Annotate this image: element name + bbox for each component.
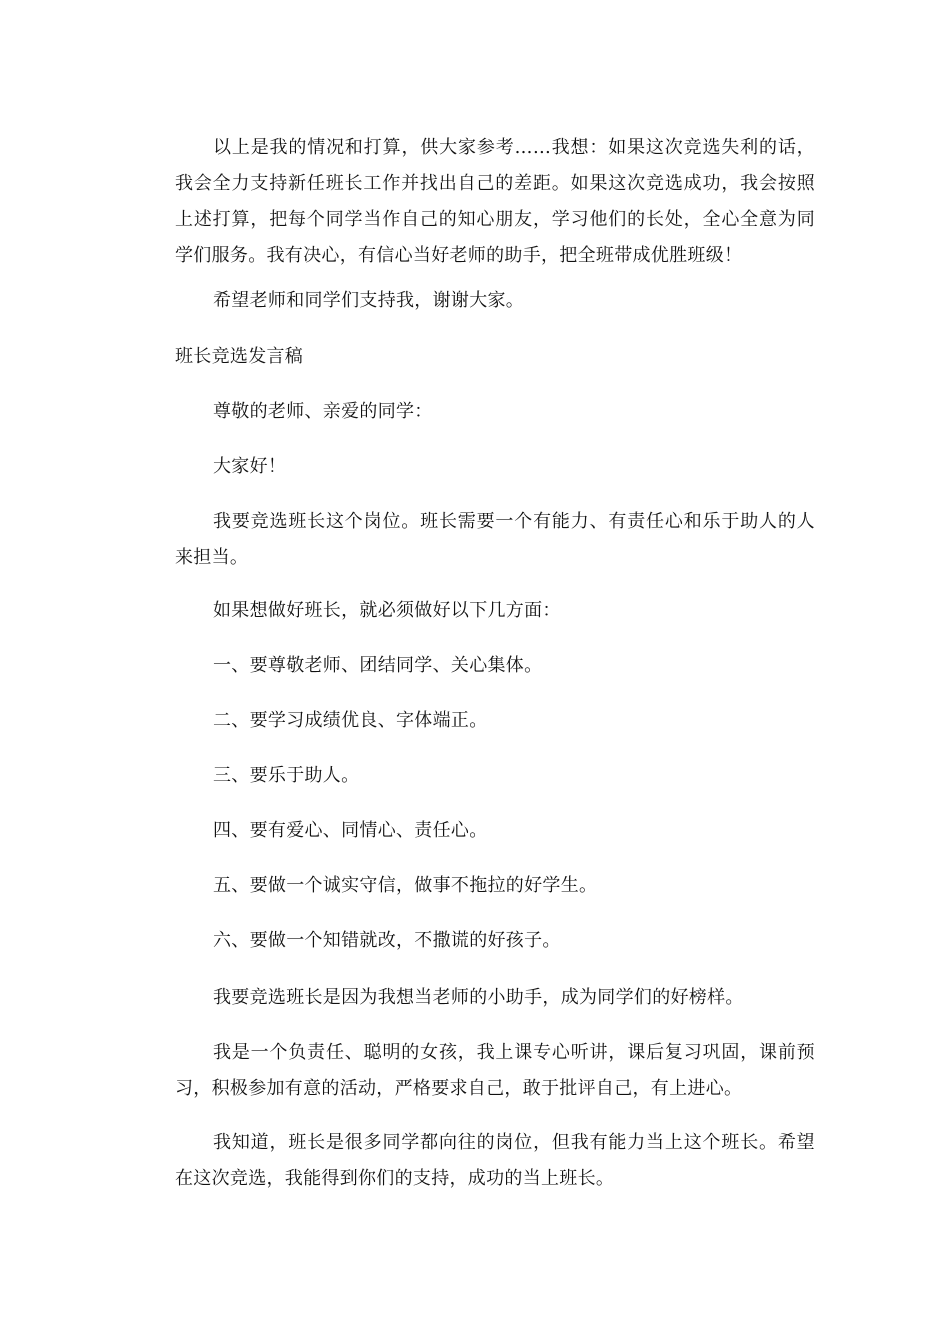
paragraph-self-description: 我是一个负责任、聪明的女孩，我上课专心听讲，课后复习巩固，课前预习，积极参加有意的活动，严格要求自己，敢于批评自己，有上进心。 [175,1042,815,1099]
paragraph-thanks: 希望老师和同学们支持我，谢谢大家。 [213,290,525,311]
list-item-5: 五、要做一个诚实守信，做事不拖拉的好学生。 [213,875,598,896]
list-item-3: 三、要乐于助人。 [213,765,360,786]
list-item-4: 四、要有爱心、同情心、责任心。 [213,820,488,841]
list-item-1: 一、要尊敬老师、团结同学、关心集体。 [213,655,543,676]
paragraph-intent: 我要竞选班长这个岗位。班长需要一个有能力、有责任心和乐于助人的人来担当。 [175,511,815,568]
section-title: 班长竞选发言稿 [175,346,304,367]
paragraph-requirements-intro: 如果想做好班长，就必须做好以下几方面： [213,600,561,621]
paragraph-greeting: 大家好！ [213,456,287,477]
paragraph-closing-plan: 以上是我的情况和打算，供大家参考……我想：如果这次竞选失利的话，我会全力支持新任班长工作并找出自己的差距。如果这次竞选成功，我会按照上述打算，把每个同学当作自己的知心朋友，学习他们的长处，全心全意为同学们服务。我有决心，有信心当好老师的助手，把全班带成优胜班级！ [175,137,815,266]
list-item-6: 六、要做一个知错就改，不撒谎的好孩子。 [213,930,561,951]
paragraph-conclusion: 我知道，班长是很多同学都向往的岗位，但我有能力当上这个班长。希望在这次竞选，我能得到你们的支持，成功的当上班长。 [175,1132,815,1189]
list-item-2: 二、要学习成绩优良、字体端正。 [213,710,488,731]
paragraph-reason: 我要竞选班长是因为我想当老师的小助手，成为同学们的好榜样。 [213,987,744,1008]
paragraph-greeting-salutation: 尊敬的老师、亲爱的同学： [213,401,433,422]
